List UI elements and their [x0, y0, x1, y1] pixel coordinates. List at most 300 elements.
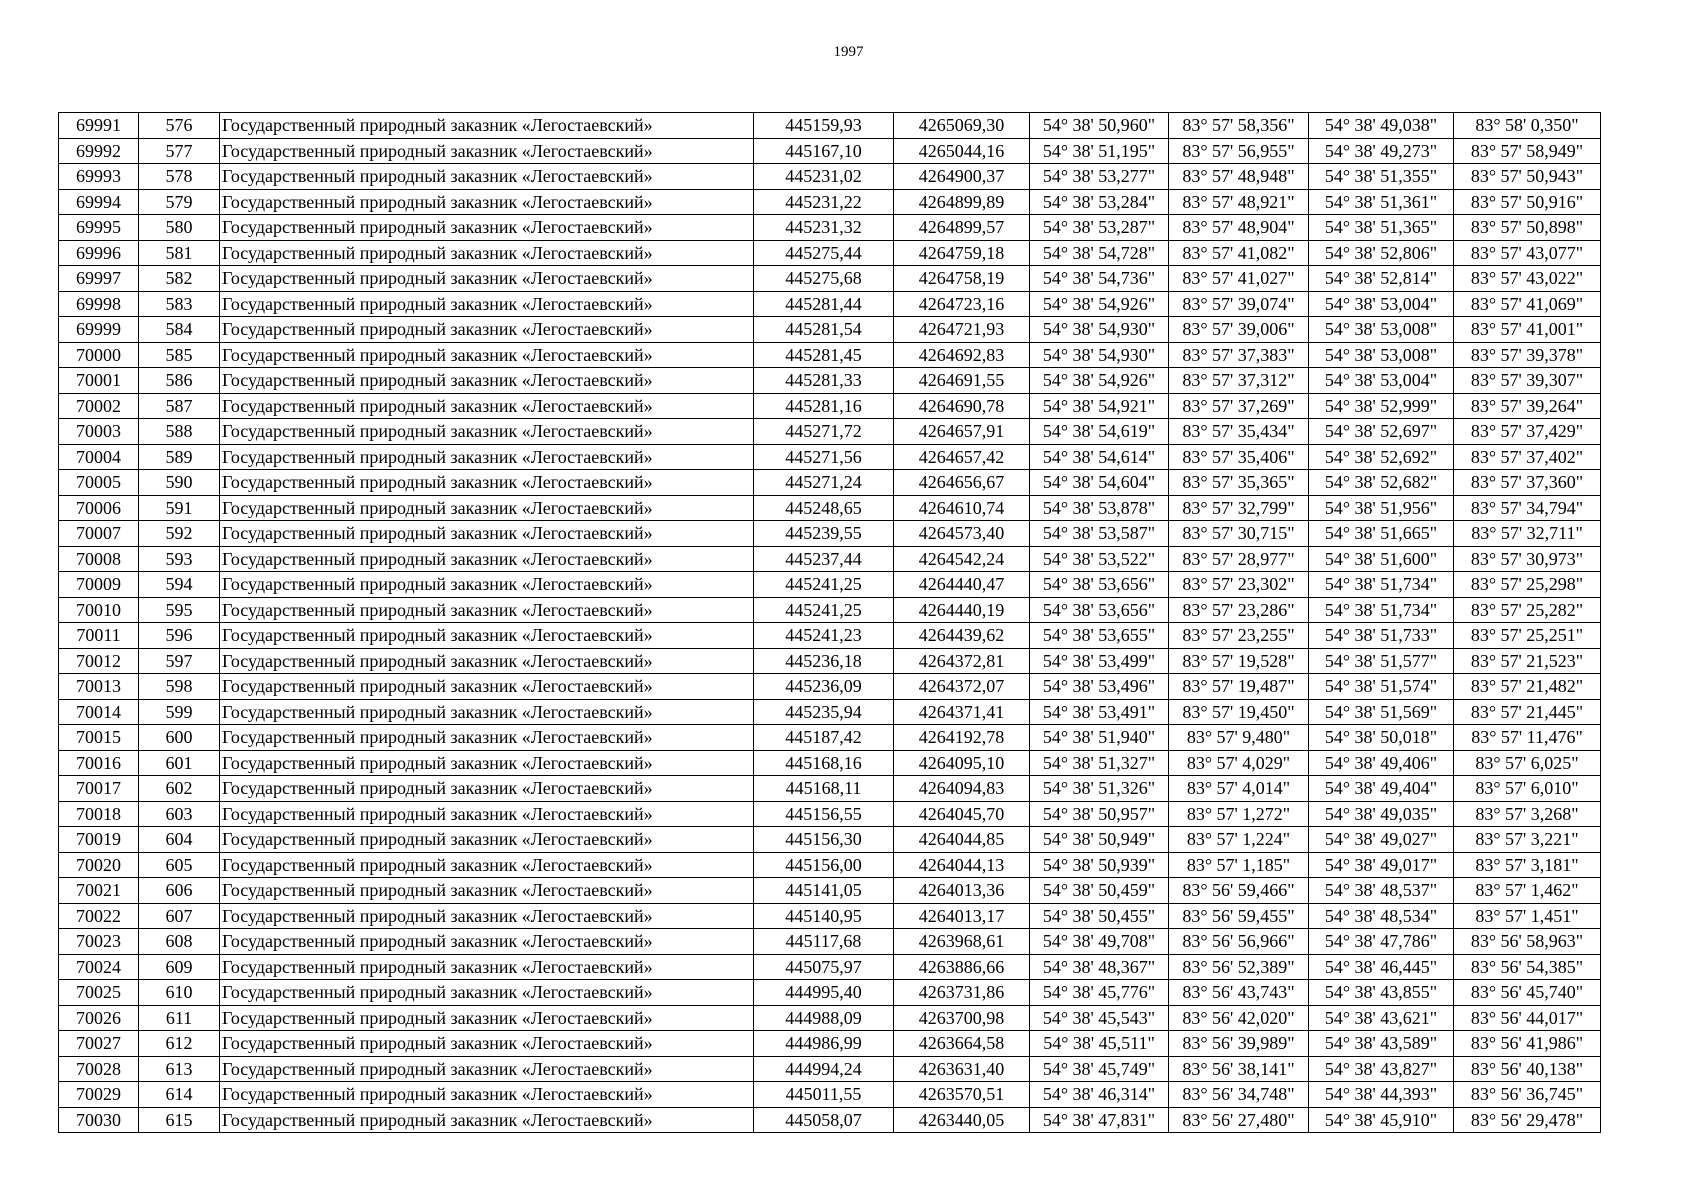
- cell-longitude-b: 83° 57' 41,001": [1454, 317, 1601, 343]
- cell-row-index: 70025: [59, 980, 139, 1006]
- cell-coord-y: 4263664,58: [894, 1031, 1030, 1057]
- cell-row-index: 70008: [59, 546, 139, 572]
- cell-longitude-b: 83° 57' 41,069": [1454, 291, 1601, 317]
- cell-coord-x: 445011,55: [754, 1082, 894, 1108]
- cell-point-number: 595: [139, 597, 220, 623]
- cell-point-number: 598: [139, 674, 220, 700]
- cell-point-number: 596: [139, 623, 220, 649]
- table-row: [59, 164, 1601, 190]
- cell-point-number: 603: [139, 801, 220, 827]
- cell-row-index: 69995: [59, 215, 139, 241]
- cell-coord-y: 4264899,89: [894, 189, 1030, 215]
- table-row: [59, 1056, 1601, 1082]
- table-row: [59, 980, 1601, 1006]
- cell-coord-y: 4264610,74: [894, 495, 1030, 521]
- cell-coord-y: 4264573,40: [894, 521, 1030, 547]
- cell-longitude-a: 83° 57' 48,921": [1169, 189, 1309, 215]
- cell-point-number: 611: [139, 1005, 220, 1031]
- cell-latitude-a: 54° 38' 54,604": [1030, 470, 1169, 496]
- cell-latitude-a: 54° 38' 51,327": [1030, 750, 1169, 776]
- cell-longitude-b: 83° 57' 6,010": [1454, 776, 1601, 802]
- table-row: [59, 903, 1601, 929]
- cell-longitude-b: 83° 57' 30,973": [1454, 546, 1601, 572]
- cell-object-name: Государственный природный заказник «Легостаевский»: [220, 1107, 754, 1133]
- cell-point-number: 576: [139, 113, 220, 139]
- cell-row-index: 70016: [59, 750, 139, 776]
- cell-longitude-b: 83° 57' 25,251": [1454, 623, 1601, 649]
- cell-longitude-b: 83° 57' 39,378": [1454, 342, 1601, 368]
- cell-object-name: Государственный природный заказник «Легостаевский»: [220, 1005, 754, 1031]
- cell-latitude-b: 54° 38' 51,355": [1309, 164, 1454, 190]
- cell-latitude-a: 54° 38' 50,459": [1030, 878, 1169, 904]
- cell-coord-x: 445231,32: [754, 215, 894, 241]
- cell-row-index: 70020: [59, 852, 139, 878]
- page-number: 1997: [833, 44, 864, 60]
- cell-object-name: Государственный природный заказник «Легостаевский»: [220, 342, 754, 368]
- cell-latitude-b: 54° 38' 48,534": [1309, 903, 1454, 929]
- cell-point-number: 608: [139, 929, 220, 955]
- cell-coord-x: 445281,33: [754, 368, 894, 394]
- cell-latitude-b: 54° 38' 51,365": [1309, 215, 1454, 241]
- cell-point-number: 585: [139, 342, 220, 368]
- cell-coord-x: 445156,00: [754, 852, 894, 878]
- cell-object-name: Государственный природный заказник «Легостаевский»: [220, 291, 754, 317]
- cell-latitude-b: 54° 38' 43,589": [1309, 1031, 1454, 1057]
- cell-coord-x: 445241,25: [754, 597, 894, 623]
- cell-point-number: 613: [139, 1056, 220, 1082]
- cell-latitude-a: 54° 38' 54,728": [1030, 240, 1169, 266]
- cell-longitude-b: 83° 57' 3,221": [1454, 827, 1601, 853]
- cell-longitude-a: 83° 57' 37,269": [1169, 393, 1309, 419]
- cell-coord-x: 445117,68: [754, 929, 894, 955]
- cell-longitude-b: 83° 57' 39,264": [1454, 393, 1601, 419]
- cell-point-number: 602: [139, 776, 220, 802]
- cell-latitude-a: 54° 38' 54,926": [1030, 368, 1169, 394]
- cell-point-number: 580: [139, 215, 220, 241]
- cell-longitude-a: 83° 56' 27,480": [1169, 1107, 1309, 1133]
- cell-latitude-b: 54° 38' 43,855": [1309, 980, 1454, 1006]
- table-row: [59, 801, 1601, 827]
- cell-latitude-b: 54° 38' 49,027": [1309, 827, 1454, 853]
- cell-coord-x: 445168,11: [754, 776, 894, 802]
- cell-longitude-a: 83° 56' 38,141": [1169, 1056, 1309, 1082]
- cell-row-index: 70023: [59, 929, 139, 955]
- cell-longitude-a: 83° 57' 1,272": [1169, 801, 1309, 827]
- cell-longitude-b: 83° 56' 45,740": [1454, 980, 1601, 1006]
- cell-longitude-b: 83° 57' 25,298": [1454, 572, 1601, 598]
- cell-object-name: Государственный природный заказник «Легостаевский»: [220, 572, 754, 598]
- cell-row-index: 70003: [59, 419, 139, 445]
- cell-longitude-b: 83° 57' 21,482": [1454, 674, 1601, 700]
- cell-coord-x: 444988,09: [754, 1005, 894, 1031]
- cell-object-name: Государственный природный заказник «Легостаевский»: [220, 750, 754, 776]
- cell-longitude-a: 83° 56' 59,455": [1169, 903, 1309, 929]
- cell-longitude-a: 83° 57' 19,450": [1169, 699, 1309, 725]
- cell-longitude-b: 83° 57' 43,077": [1454, 240, 1601, 266]
- cell-row-index: 70022: [59, 903, 139, 929]
- cell-latitude-b: 54° 38' 51,734": [1309, 597, 1454, 623]
- cell-point-number: 612: [139, 1031, 220, 1057]
- cell-object-name: Государственный природный заказник «Легостаевский»: [220, 444, 754, 470]
- cell-row-index: 70002: [59, 393, 139, 419]
- cell-object-name: Государственный природный заказник «Легостаевский»: [220, 1056, 754, 1082]
- cell-row-index: 70021: [59, 878, 139, 904]
- cell-latitude-b: 54° 38' 49,035": [1309, 801, 1454, 827]
- cell-latitude-a: 54° 38' 53,284": [1030, 189, 1169, 215]
- cell-latitude-a: 54° 38' 53,499": [1030, 648, 1169, 674]
- cell-longitude-b: 83° 57' 37,429": [1454, 419, 1601, 445]
- cell-point-number: 607: [139, 903, 220, 929]
- cell-latitude-a: 54° 38' 47,831": [1030, 1107, 1169, 1133]
- table-row: [59, 342, 1601, 368]
- cell-object-name: Государственный природный заказник «Легостаевский»: [220, 801, 754, 827]
- cell-longitude-a: 83° 57' 1,224": [1169, 827, 1309, 853]
- table-row: [59, 929, 1601, 955]
- coordinates-table: [58, 112, 1601, 1133]
- cell-coord-y: 4264440,19: [894, 597, 1030, 623]
- cell-point-number: 615: [139, 1107, 220, 1133]
- cell-point-number: 614: [139, 1082, 220, 1108]
- cell-latitude-a: 54° 38' 51,326": [1030, 776, 1169, 802]
- cell-coord-x: 445187,42: [754, 725, 894, 751]
- cell-coord-y: 4264899,57: [894, 215, 1030, 241]
- cell-longitude-a: 83° 56' 52,389": [1169, 954, 1309, 980]
- cell-coord-y: 4264044,85: [894, 827, 1030, 853]
- cell-row-index: 69999: [59, 317, 139, 343]
- cell-latitude-b: 54° 38' 44,393": [1309, 1082, 1454, 1108]
- cell-latitude-a: 54° 38' 50,949": [1030, 827, 1169, 853]
- cell-coord-x: 445235,94: [754, 699, 894, 725]
- cell-point-number: 610: [139, 980, 220, 1006]
- cell-coord-y: 4265044,16: [894, 138, 1030, 164]
- cell-longitude-a: 83° 57' 32,799": [1169, 495, 1309, 521]
- cell-longitude-a: 83° 56' 42,020": [1169, 1005, 1309, 1031]
- cell-row-index: 69996: [59, 240, 139, 266]
- cell-coord-y: 4263731,86: [894, 980, 1030, 1006]
- cell-longitude-a: 83° 57' 37,312": [1169, 368, 1309, 394]
- cell-coord-x: 445075,97: [754, 954, 894, 980]
- cell-point-number: 581: [139, 240, 220, 266]
- cell-longitude-b: 83° 57' 11,476": [1454, 725, 1601, 751]
- cell-latitude-b: 54° 38' 48,537": [1309, 878, 1454, 904]
- cell-point-number: 600: [139, 725, 220, 751]
- cell-longitude-b: 83° 57' 1,451": [1454, 903, 1601, 929]
- cell-longitude-a: 83° 57' 23,255": [1169, 623, 1309, 649]
- cell-longitude-a: 83° 57' 9,480": [1169, 725, 1309, 751]
- cell-latitude-a: 54° 38' 53,277": [1030, 164, 1169, 190]
- cell-row-index: 70009: [59, 572, 139, 598]
- cell-latitude-b: 54° 38' 51,600": [1309, 546, 1454, 572]
- table-row: [59, 368, 1601, 394]
- cell-coord-y: 4264657,42: [894, 444, 1030, 470]
- cell-latitude-a: 54° 38' 50,960": [1030, 113, 1169, 139]
- cell-longitude-b: 83° 57' 50,898": [1454, 215, 1601, 241]
- cell-longitude-b: 83° 57' 25,282": [1454, 597, 1601, 623]
- cell-object-name: Государственный природный заказник «Легостаевский»: [220, 419, 754, 445]
- cell-coord-y: 4264759,18: [894, 240, 1030, 266]
- cell-latitude-a: 54° 38' 45,543": [1030, 1005, 1169, 1031]
- cell-latitude-a: 54° 38' 50,455": [1030, 903, 1169, 929]
- cell-longitude-b: 83° 57' 6,025": [1454, 750, 1601, 776]
- cell-latitude-b: 54° 38' 53,008": [1309, 317, 1454, 343]
- cell-row-index: 70011: [59, 623, 139, 649]
- cell-point-number: 584: [139, 317, 220, 343]
- cell-longitude-b: 83° 56' 41,986": [1454, 1031, 1601, 1057]
- cell-coord-x: 444995,40: [754, 980, 894, 1006]
- cell-point-number: 597: [139, 648, 220, 674]
- cell-longitude-b: 83° 57' 32,711": [1454, 521, 1601, 547]
- cell-latitude-b: 54° 38' 45,910": [1309, 1107, 1454, 1133]
- cell-row-index: 70027: [59, 1031, 139, 1057]
- cell-row-index: 70019: [59, 827, 139, 853]
- cell-row-index: 70010: [59, 597, 139, 623]
- cell-latitude-b: 54° 38' 52,682": [1309, 470, 1454, 496]
- cell-coord-x: 445271,24: [754, 470, 894, 496]
- cell-longitude-a: 83° 57' 4,029": [1169, 750, 1309, 776]
- cell-object-name: Государственный природный заказник «Легостаевский»: [220, 215, 754, 241]
- cell-row-index: 70028: [59, 1056, 139, 1082]
- cell-longitude-b: 83° 58' 0,350": [1454, 113, 1601, 139]
- cell-coord-y: 4264439,62: [894, 623, 1030, 649]
- cell-latitude-b: 54° 38' 51,361": [1309, 189, 1454, 215]
- cell-coord-y: 4264758,19: [894, 266, 1030, 292]
- table-row: [59, 1082, 1601, 1108]
- cell-longitude-a: 83° 56' 34,748": [1169, 1082, 1309, 1108]
- table-row: [59, 1005, 1601, 1031]
- table-row: [59, 189, 1601, 215]
- cell-longitude-b: 83° 57' 3,268": [1454, 801, 1601, 827]
- cell-coord-y: 4264044,13: [894, 852, 1030, 878]
- cell-longitude-a: 83° 57' 4,014": [1169, 776, 1309, 802]
- cell-latitude-b: 54° 38' 49,038": [1309, 113, 1454, 139]
- cell-latitude-b: 54° 38' 52,692": [1309, 444, 1454, 470]
- table-row: [59, 1031, 1601, 1057]
- cell-longitude-b: 83° 57' 43,022": [1454, 266, 1601, 292]
- cell-coord-y: 4264372,07: [894, 674, 1030, 700]
- cell-latitude-b: 54° 38' 53,004": [1309, 291, 1454, 317]
- cell-longitude-b: 83° 57' 39,307": [1454, 368, 1601, 394]
- cell-latitude-b: 54° 38' 52,697": [1309, 419, 1454, 445]
- cell-longitude-a: 83° 57' 28,977": [1169, 546, 1309, 572]
- cell-longitude-b: 83° 56' 54,385": [1454, 954, 1601, 980]
- cell-longitude-b: 83° 57' 3,181": [1454, 852, 1601, 878]
- cell-longitude-a: 83° 57' 56,955": [1169, 138, 1309, 164]
- cell-longitude-b: 83° 56' 29,478": [1454, 1107, 1601, 1133]
- cell-row-index: 70000: [59, 342, 139, 368]
- cell-latitude-a: 54° 38' 53,496": [1030, 674, 1169, 700]
- cell-object-name: Государственный природный заказник «Легостаевский»: [220, 929, 754, 955]
- cell-latitude-a: 54° 38' 54,614": [1030, 444, 1169, 470]
- cell-longitude-a: 83° 57' 19,528": [1169, 648, 1309, 674]
- cell-latitude-a: 54° 38' 50,957": [1030, 801, 1169, 827]
- cell-object-name: Государственный природный заказник «Легостаевский»: [220, 240, 754, 266]
- cell-coord-x: 445275,68: [754, 266, 894, 292]
- cell-row-index: 69998: [59, 291, 139, 317]
- cell-latitude-b: 54° 38' 51,569": [1309, 699, 1454, 725]
- cell-longitude-a: 83° 57' 35,365": [1169, 470, 1309, 496]
- cell-latitude-a: 54° 38' 53,655": [1030, 623, 1169, 649]
- cell-coord-x: 445141,05: [754, 878, 894, 904]
- cell-coord-x: 445168,16: [754, 750, 894, 776]
- cell-row-index: 70007: [59, 521, 139, 547]
- cell-object-name: Государственный природный заказник «Легостаевский»: [220, 138, 754, 164]
- cell-coord-x: 445236,09: [754, 674, 894, 700]
- cell-latitude-b: 54° 38' 52,814": [1309, 266, 1454, 292]
- cell-point-number: 582: [139, 266, 220, 292]
- cell-point-number: 589: [139, 444, 220, 470]
- cell-longitude-a: 83° 57' 30,715": [1169, 521, 1309, 547]
- cell-latitude-a: 54° 38' 45,511": [1030, 1031, 1169, 1057]
- cell-coord-y: 4263570,51: [894, 1082, 1030, 1108]
- cell-latitude-a: 54° 38' 53,522": [1030, 546, 1169, 572]
- cell-object-name: Государственный природный заказник «Легостаевский»: [220, 852, 754, 878]
- cell-latitude-b: 54° 38' 49,273": [1309, 138, 1454, 164]
- cell-object-name: Государственный природный заказник «Легостаевский»: [220, 725, 754, 751]
- cell-latitude-a: 54° 38' 53,656": [1030, 572, 1169, 598]
- table-row: [59, 113, 1601, 139]
- cell-object-name: Государственный природный заказник «Легостаевский»: [220, 495, 754, 521]
- cell-coord-x: 445281,54: [754, 317, 894, 343]
- cell-latitude-b: 54° 38' 51,574": [1309, 674, 1454, 700]
- table-row: [59, 419, 1601, 445]
- cell-latitude-b: 54° 38' 52,999": [1309, 393, 1454, 419]
- cell-object-name: Государственный природный заказник «Легостаевский»: [220, 113, 754, 139]
- cell-latitude-b: 54° 38' 50,018": [1309, 725, 1454, 751]
- cell-latitude-a: 54° 38' 54,926": [1030, 291, 1169, 317]
- cell-point-number: 606: [139, 878, 220, 904]
- cell-point-number: 586: [139, 368, 220, 394]
- cell-coord-x: 445241,25: [754, 572, 894, 598]
- cell-latitude-a: 54° 38' 54,930": [1030, 342, 1169, 368]
- table-row: [59, 699, 1601, 725]
- cell-longitude-b: 83° 56' 58,963": [1454, 929, 1601, 955]
- cell-coord-y: 4264013,17: [894, 903, 1030, 929]
- cell-longitude-b: 83° 57' 37,360": [1454, 470, 1601, 496]
- cell-point-number: 592: [139, 521, 220, 547]
- table-row: [59, 750, 1601, 776]
- cell-longitude-a: 83° 57' 39,006": [1169, 317, 1309, 343]
- cell-point-number: 578: [139, 164, 220, 190]
- cell-point-number: 587: [139, 393, 220, 419]
- cell-latitude-b: 54° 38' 51,956": [1309, 495, 1454, 521]
- cell-row-index: 70030: [59, 1107, 139, 1133]
- cell-row-index: 70013: [59, 674, 139, 700]
- cell-row-index: 70014: [59, 699, 139, 725]
- cell-point-number: 579: [139, 189, 220, 215]
- cell-row-index: 70026: [59, 1005, 139, 1031]
- table-row: [59, 852, 1601, 878]
- cell-row-index: 70018: [59, 801, 139, 827]
- cell-latitude-b: 54° 38' 51,665": [1309, 521, 1454, 547]
- cell-latitude-a: 54° 38' 48,367": [1030, 954, 1169, 980]
- cell-latitude-a: 54° 38' 49,708": [1030, 929, 1169, 955]
- cell-coord-x: 445281,45: [754, 342, 894, 368]
- cell-point-number: 601: [139, 750, 220, 776]
- cell-longitude-b: 83° 57' 34,794": [1454, 495, 1601, 521]
- cell-object-name: Государственный природный заказник «Легостаевский»: [220, 597, 754, 623]
- cell-longitude-a: 83° 57' 19,487": [1169, 674, 1309, 700]
- cell-latitude-b: 54° 38' 51,577": [1309, 648, 1454, 674]
- cell-object-name: Государственный природный заказник «Легостаевский»: [220, 317, 754, 343]
- cell-coord-x: 445248,65: [754, 495, 894, 521]
- table-row: [59, 495, 1601, 521]
- cell-coord-x: 445275,44: [754, 240, 894, 266]
- cell-coord-x: 445231,02: [754, 164, 894, 190]
- table-row: [59, 546, 1601, 572]
- cell-latitude-b: 54° 38' 46,445": [1309, 954, 1454, 980]
- cell-latitude-b: 54° 38' 43,621": [1309, 1005, 1454, 1031]
- cell-point-number: 605: [139, 852, 220, 878]
- cell-point-number: 591: [139, 495, 220, 521]
- cell-coord-x: 445236,18: [754, 648, 894, 674]
- cell-coord-x: 445237,44: [754, 546, 894, 572]
- table-row: [59, 878, 1601, 904]
- table-row: [59, 1107, 1601, 1133]
- cell-point-number: 604: [139, 827, 220, 853]
- cell-latitude-b: 54° 38' 43,827": [1309, 1056, 1454, 1082]
- cell-latitude-a: 54° 38' 45,749": [1030, 1056, 1169, 1082]
- table-row: [59, 954, 1601, 980]
- cell-latitude-b: 54° 38' 49,017": [1309, 852, 1454, 878]
- cell-latitude-a: 54° 38' 51,195": [1030, 138, 1169, 164]
- table-row: [59, 648, 1601, 674]
- cell-coord-y: 4264095,10: [894, 750, 1030, 776]
- cell-latitude-a: 54° 38' 54,619": [1030, 419, 1169, 445]
- cell-coord-x: 445239,55: [754, 521, 894, 547]
- cell-longitude-a: 83° 57' 58,356": [1169, 113, 1309, 139]
- cell-latitude-b: 54° 38' 49,404": [1309, 776, 1454, 802]
- cell-coord-y: 4264192,78: [894, 725, 1030, 751]
- cell-longitude-b: 83° 57' 58,949": [1454, 138, 1601, 164]
- table-row: [59, 521, 1601, 547]
- cell-longitude-b: 83° 56' 36,745": [1454, 1082, 1601, 1108]
- cell-object-name: Государственный природный заказник «Легостаевский»: [220, 470, 754, 496]
- cell-row-index: 69993: [59, 164, 139, 190]
- cell-longitude-b: 83° 57' 37,402": [1454, 444, 1601, 470]
- cell-latitude-a: 54° 38' 53,656": [1030, 597, 1169, 623]
- cell-point-number: 577: [139, 138, 220, 164]
- cell-coord-x: 445156,55: [754, 801, 894, 827]
- cell-row-index: 69997: [59, 266, 139, 292]
- cell-coord-y: 4264723,16: [894, 291, 1030, 317]
- cell-coord-x: 445159,93: [754, 113, 894, 139]
- cell-latitude-a: 54° 38' 53,491": [1030, 699, 1169, 725]
- cell-longitude-b: 83° 56' 40,138": [1454, 1056, 1601, 1082]
- cell-latitude-a: 54° 38' 54,930": [1030, 317, 1169, 343]
- cell-row-index: 70024: [59, 954, 139, 980]
- cell-latitude-b: 54° 38' 47,786": [1309, 929, 1454, 955]
- table-row: [59, 597, 1601, 623]
- table-row: [59, 138, 1601, 164]
- cell-coord-y: 4264094,83: [894, 776, 1030, 802]
- cell-latitude-b: 54° 38' 52,806": [1309, 240, 1454, 266]
- table-row: [59, 572, 1601, 598]
- cell-row-index: 70012: [59, 648, 139, 674]
- cell-object-name: Государственный природный заказник «Легостаевский»: [220, 546, 754, 572]
- cell-row-index: 70006: [59, 495, 139, 521]
- cell-coord-y: 4264656,67: [894, 470, 1030, 496]
- cell-latitude-a: 54° 38' 45,776": [1030, 980, 1169, 1006]
- cell-row-index: 70015: [59, 725, 139, 751]
- cell-object-name: Государственный природный заказник «Легостаевский»: [220, 674, 754, 700]
- cell-coord-y: 4264045,70: [894, 801, 1030, 827]
- cell-point-number: 609: [139, 954, 220, 980]
- cell-row-index: 69991: [59, 113, 139, 139]
- table-row: [59, 215, 1601, 241]
- cell-object-name: Государственный природный заказник «Легостаевский»: [220, 393, 754, 419]
- cell-object-name: Государственный природный заказник «Легостаевский»: [220, 954, 754, 980]
- cell-object-name: Государственный природный заказник «Легостаевский»: [220, 980, 754, 1006]
